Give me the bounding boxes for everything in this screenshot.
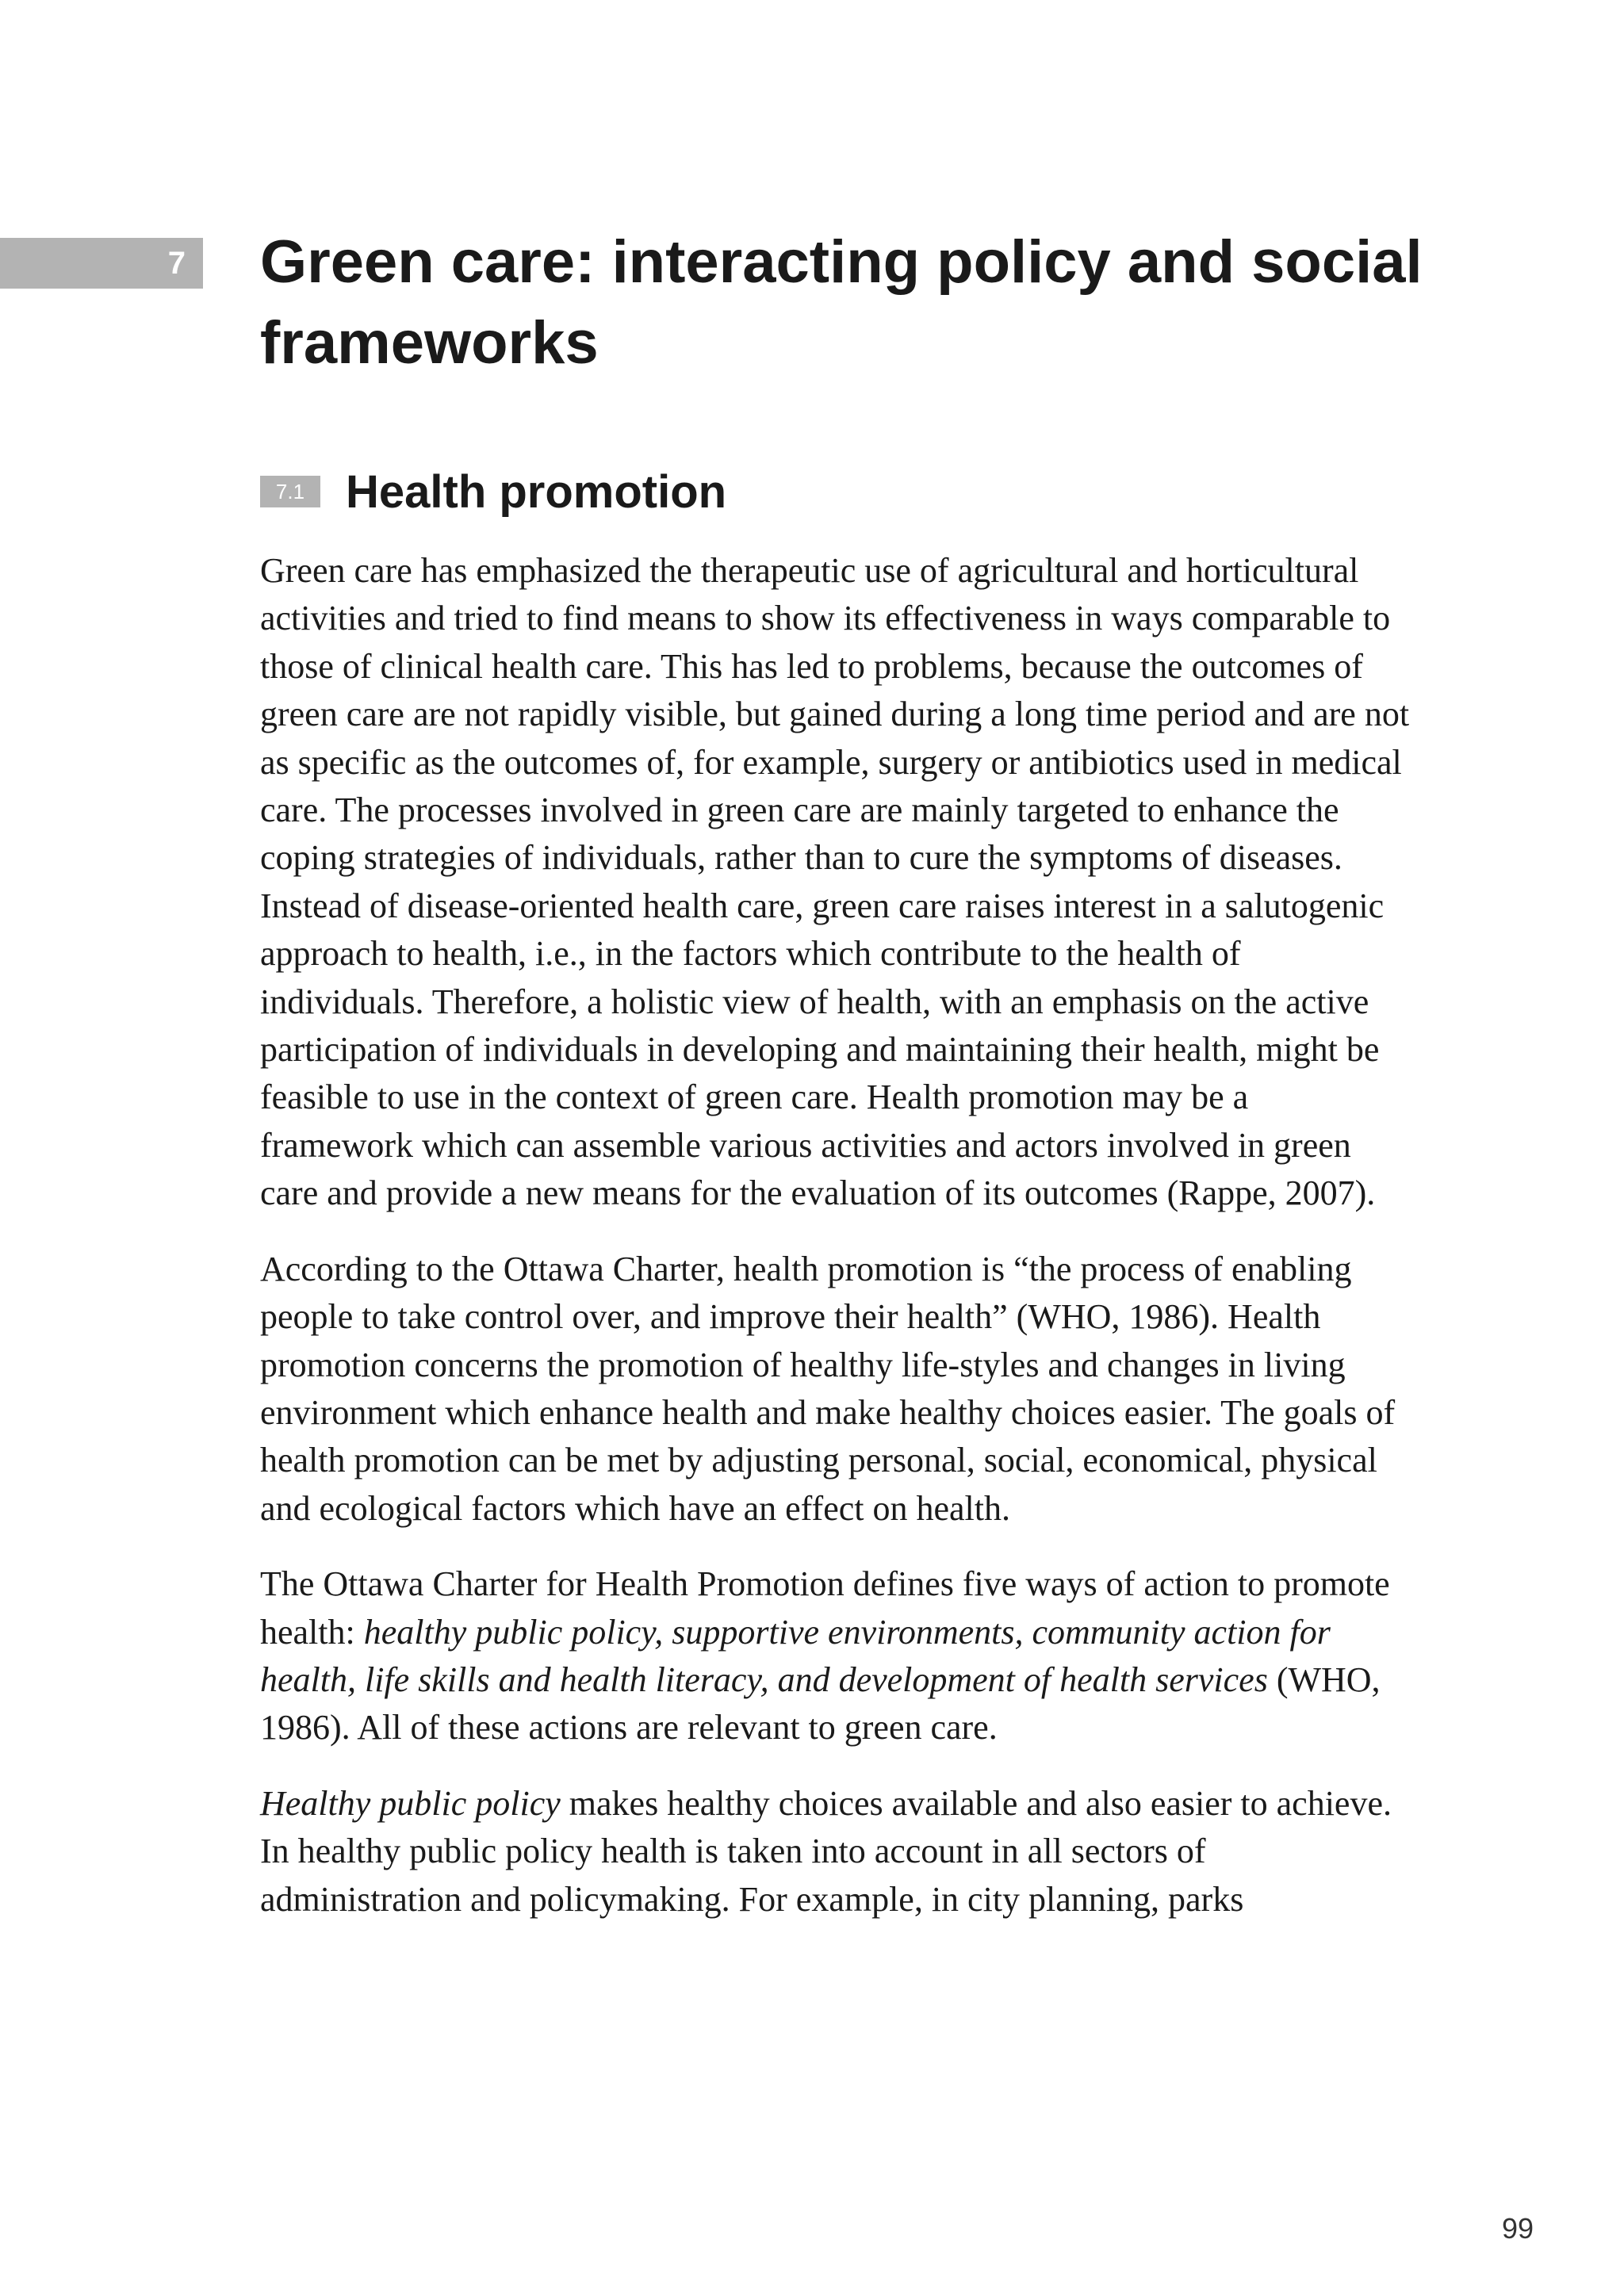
paragraph-text: (WHO, 1986). All of these actions are relevant to green care. — [260, 1659, 1381, 1748]
paragraph-emphasis: healthy public policy, supportive environments, community action for health, life skills and health literacy, and development of health services — [260, 1612, 1331, 1699]
section-number-badge: 7.1 — [260, 476, 320, 507]
body-text — [260, 547, 1410, 1951]
paragraph-text: The Ottawa Charter for Health Promotion defines five ways of action to promote health: — [260, 1564, 1390, 1652]
paragraph-emphasis: Healthy public policy — [260, 1783, 561, 1823]
chapter-number: 7 — [167, 246, 186, 281]
section-heading — [260, 460, 726, 523]
paragraph: According to the Ottawa Charter, health promotion is “the process of enabling people to take control over, and improve their health” (WHO, 1986). Health promotion concerns the promotion of healthy life-styles and changes in living environment which enhance health and make healthy choices easier. The goals of health promotion can be met by adjusting personal, social, economical, physical and ecological factors which have an effect on health. — [260, 1249, 1396, 1528]
section-title: Health promotion — [346, 465, 727, 518]
paragraph — [260, 1780, 1410, 1924]
paragraph-text: makes healthy choices available and also easier to achieve. In healthy public policy health is taken into account in all sectors of administration and policymaking. For example, in city planning, parks — [260, 1783, 1392, 1919]
chapter-title: Green care: interacting policy and social frameworks — [260, 228, 1423, 377]
page-number: 99 — [1501, 2212, 1534, 2245]
paragraph — [260, 1560, 1410, 1752]
paragraph: Green care has emphasized the therapeutic use of agricultural and horticultural activities and tried to find means to show its effectiveness in ways comparable to those of clinical health care. This has led to problems, because the outcomes of green care are not rapidly visible, but gained during a long time period and are not as specific as the outcomes of, for example, surgery or antibiotics used in medical care. The processes involved in green care are mainly targeted to enhance the coping strategies of individuals, rather than to cure the symptoms of diseases. Instead of disease-oriented health care, green care raises interest in a salutogenic approach to health, i.e., in the factors which contribute to the health of individuals. Therefore, a holistic view of health, with an emphasis on the active participation of individuals in developing and maintaining their health, might be feasible to use in the context of green care. Health promotion may be a framework which can assemble various activities and actors involved in green care and provide a new means for the evaluation of its outcomes (Rappe, 2007). — [260, 551, 1410, 1213]
